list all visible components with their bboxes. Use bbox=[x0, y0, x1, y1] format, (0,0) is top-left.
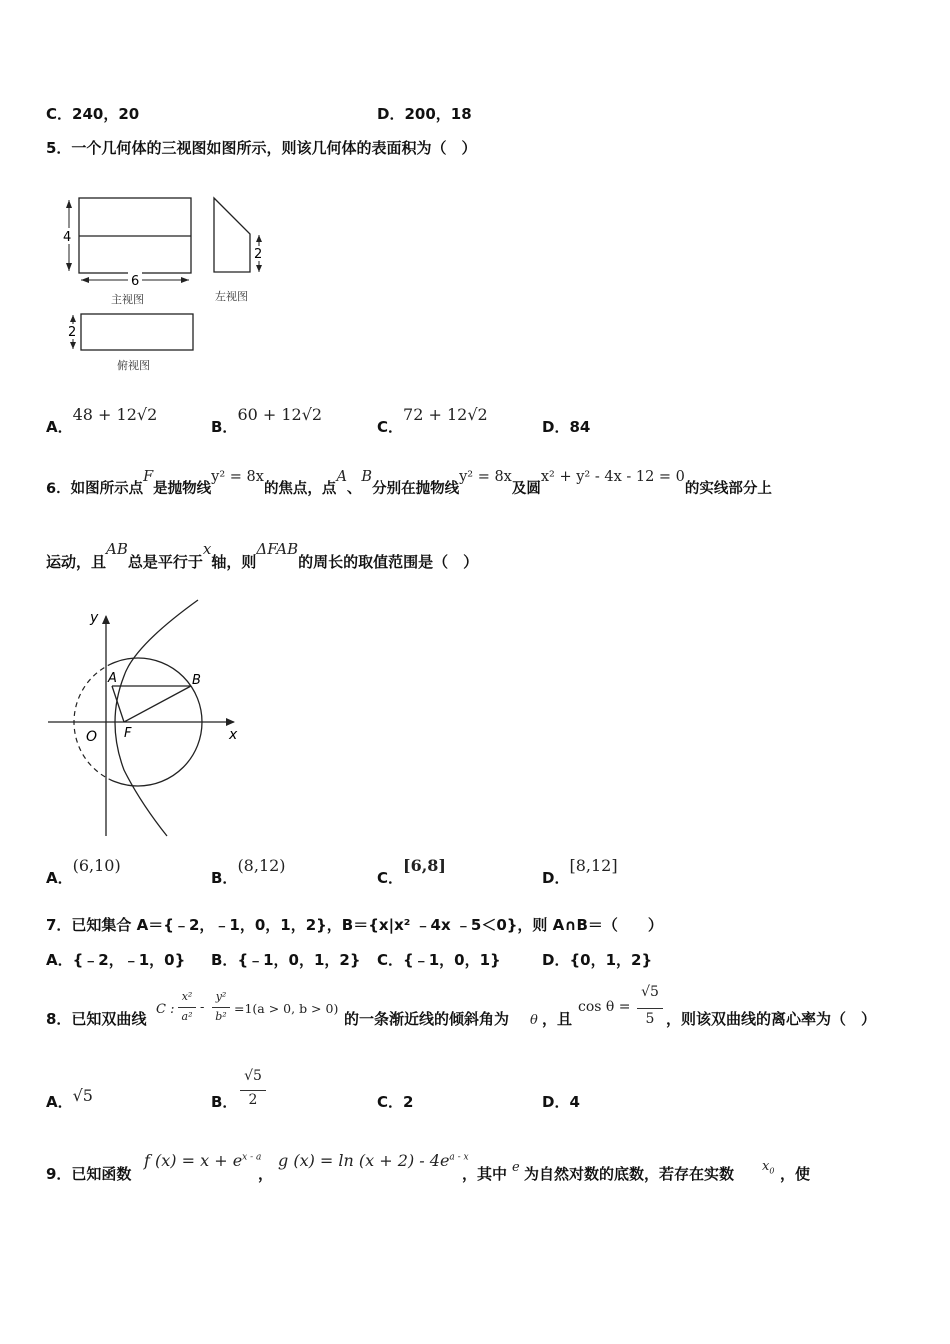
segment-fb bbox=[124, 686, 191, 722]
q5-stem: 5．一个几何体的三视图如图所示，则该几何体的表面积为（ ） bbox=[46, 139, 477, 157]
q8-option-a: A．√5 bbox=[46, 1086, 93, 1111]
q8-frac2-bar bbox=[212, 1007, 230, 1008]
q7-stem: 7．已知集合 A＝{﹣2，﹣1，0，1，2}，B＝{x|x² ﹣4x ﹣5＜0}，则 A∩B＝（ ） bbox=[46, 916, 663, 934]
q9-stem-mid2: 为自然对数的底数，若存在实数 bbox=[524, 1165, 735, 1183]
top-view-label: 俯视图 bbox=[117, 359, 150, 372]
q9-e-symbol: e bbox=[512, 1160, 520, 1175]
q8-stem-mid: 的一条渐近线的倾斜角为 bbox=[344, 1010, 510, 1028]
height-dim-arrow-down bbox=[66, 263, 72, 271]
q7-option-a: A．{﹣2，﹣1，0} bbox=[46, 951, 186, 969]
q6-stem-line2: 运动，且AB总是平行于x轴，则ΔFAB的周长的取值范围是（ ） bbox=[46, 540, 479, 571]
q9-stem-mid: ，其中 bbox=[462, 1165, 508, 1183]
q8-frac2-den: b² bbox=[215, 1010, 227, 1023]
q8-cos-bar bbox=[637, 1008, 663, 1009]
focus-label: F bbox=[124, 726, 132, 741]
front-view-label: 主视图 bbox=[111, 293, 144, 306]
y-axis-arrow bbox=[102, 615, 110, 624]
side-dim-arrow-down bbox=[256, 265, 262, 272]
q8-option-b-num: √5 bbox=[244, 1068, 262, 1084]
q8-frac2-num: y² bbox=[215, 990, 227, 1003]
q8-frac1-bar bbox=[178, 1007, 196, 1008]
segment-af bbox=[112, 686, 124, 722]
x-axis-label: x bbox=[229, 727, 238, 743]
height-dim-arrow-up bbox=[66, 200, 72, 208]
parabola-curve bbox=[115, 600, 198, 836]
q6-option-c: C．[6,8] bbox=[377, 856, 446, 887]
top-view-rect bbox=[81, 314, 193, 350]
q8-curve-prefix: C : bbox=[156, 1002, 175, 1017]
q8-cos-num: √5 bbox=[641, 984, 659, 1000]
q5-option-c: C．72 + 12√2 bbox=[377, 405, 488, 436]
side-view-shape bbox=[214, 198, 250, 272]
width-dim-label: 6 bbox=[131, 274, 140, 289]
q8-stem-mid2: ，且 bbox=[542, 1010, 573, 1028]
width-dim-arrow-right bbox=[181, 277, 189, 283]
q4-option-c: C．240，20 bbox=[46, 105, 140, 123]
q8-minus: - bbox=[200, 1000, 205, 1015]
q8-option-b-bar bbox=[240, 1090, 266, 1091]
q9-f-expr: f $(x) = x + e^{x - a}$ bbox=[144, 1151, 262, 1170]
width-dim-arrow-left bbox=[81, 277, 89, 283]
q6-parabola-circle-figure bbox=[46, 596, 256, 842]
x-axis-arrow bbox=[226, 718, 235, 726]
top-dim-arrow-down bbox=[70, 342, 76, 349]
y-axis-label: y bbox=[90, 610, 99, 626]
q8-cos-text: cos θ = bbox=[578, 999, 631, 1015]
q6-stem-line1: 6．如图所示点F是抛物线y² = 8x的焦点，点A、B分别在抛物线y² = 8x及圆x² + y² - 4x - 12 = 0的实线部分上 bbox=[46, 469, 772, 497]
q8-option-b-label: B． bbox=[211, 1093, 238, 1111]
q7-option-d: D．{0，1，2} bbox=[542, 951, 653, 969]
q9-stem-end: ，使 bbox=[780, 1165, 811, 1183]
q5-option-d: D．84 bbox=[542, 418, 591, 436]
q8-stem-start: 8．已知双曲线 bbox=[46, 1010, 147, 1028]
q8-curve-rest: =1(a > 0, b > 0) bbox=[234, 1001, 339, 1016]
point-a-label: A bbox=[108, 671, 117, 686]
q8-cos-den: 5 bbox=[645, 1011, 655, 1027]
q5-three-view-figure bbox=[55, 188, 275, 378]
q9-comma: ， bbox=[258, 1165, 274, 1183]
q8-stem-end: ，则该双曲线的离心率为（ ） bbox=[666, 1010, 877, 1028]
q7-option-c: C．{﹣1，0，1} bbox=[377, 951, 501, 969]
q7-option-b: B．{﹣1，0，1，2} bbox=[211, 951, 361, 969]
q9-x0: $x_0$ bbox=[762, 1159, 775, 1176]
q6-option-a: A．(6,10) bbox=[46, 856, 121, 887]
origin-label: O bbox=[86, 729, 98, 745]
q8-option-d: D．4 bbox=[542, 1093, 580, 1111]
top-dim-arrow-up bbox=[70, 315, 76, 322]
q8-frac1-den: a² bbox=[181, 1010, 193, 1023]
q6-option-b: B．(8,12) bbox=[211, 856, 286, 887]
q4-option-d: D．200，18 bbox=[377, 105, 472, 123]
q9-stem-start: 9．已知函数 bbox=[46, 1165, 132, 1183]
q8-option-b-den: 2 bbox=[248, 1092, 258, 1108]
top-dim-label: 2 bbox=[68, 325, 77, 340]
side-dim-label: 2 bbox=[254, 247, 263, 262]
q8-theta: θ bbox=[530, 1013, 538, 1028]
q8-frac1-num: x² bbox=[181, 990, 193, 1003]
q8-option-c: C．2 bbox=[377, 1093, 414, 1111]
point-b-label: B bbox=[192, 673, 201, 688]
q5-option-b: B．60 + 12√2 bbox=[211, 405, 323, 436]
height-dim-label: 4 bbox=[63, 230, 72, 245]
side-dim-arrow-up bbox=[256, 235, 262, 242]
side-view-label: 左视图 bbox=[215, 290, 248, 303]
q5-option-a: A．48 + 12√2 bbox=[46, 405, 158, 436]
q9-g-expr: g $(x) = \ln (x + 2) - 4e^{a - x}$ bbox=[278, 1151, 469, 1170]
q6-option-d: D．[8,12] bbox=[542, 856, 618, 887]
